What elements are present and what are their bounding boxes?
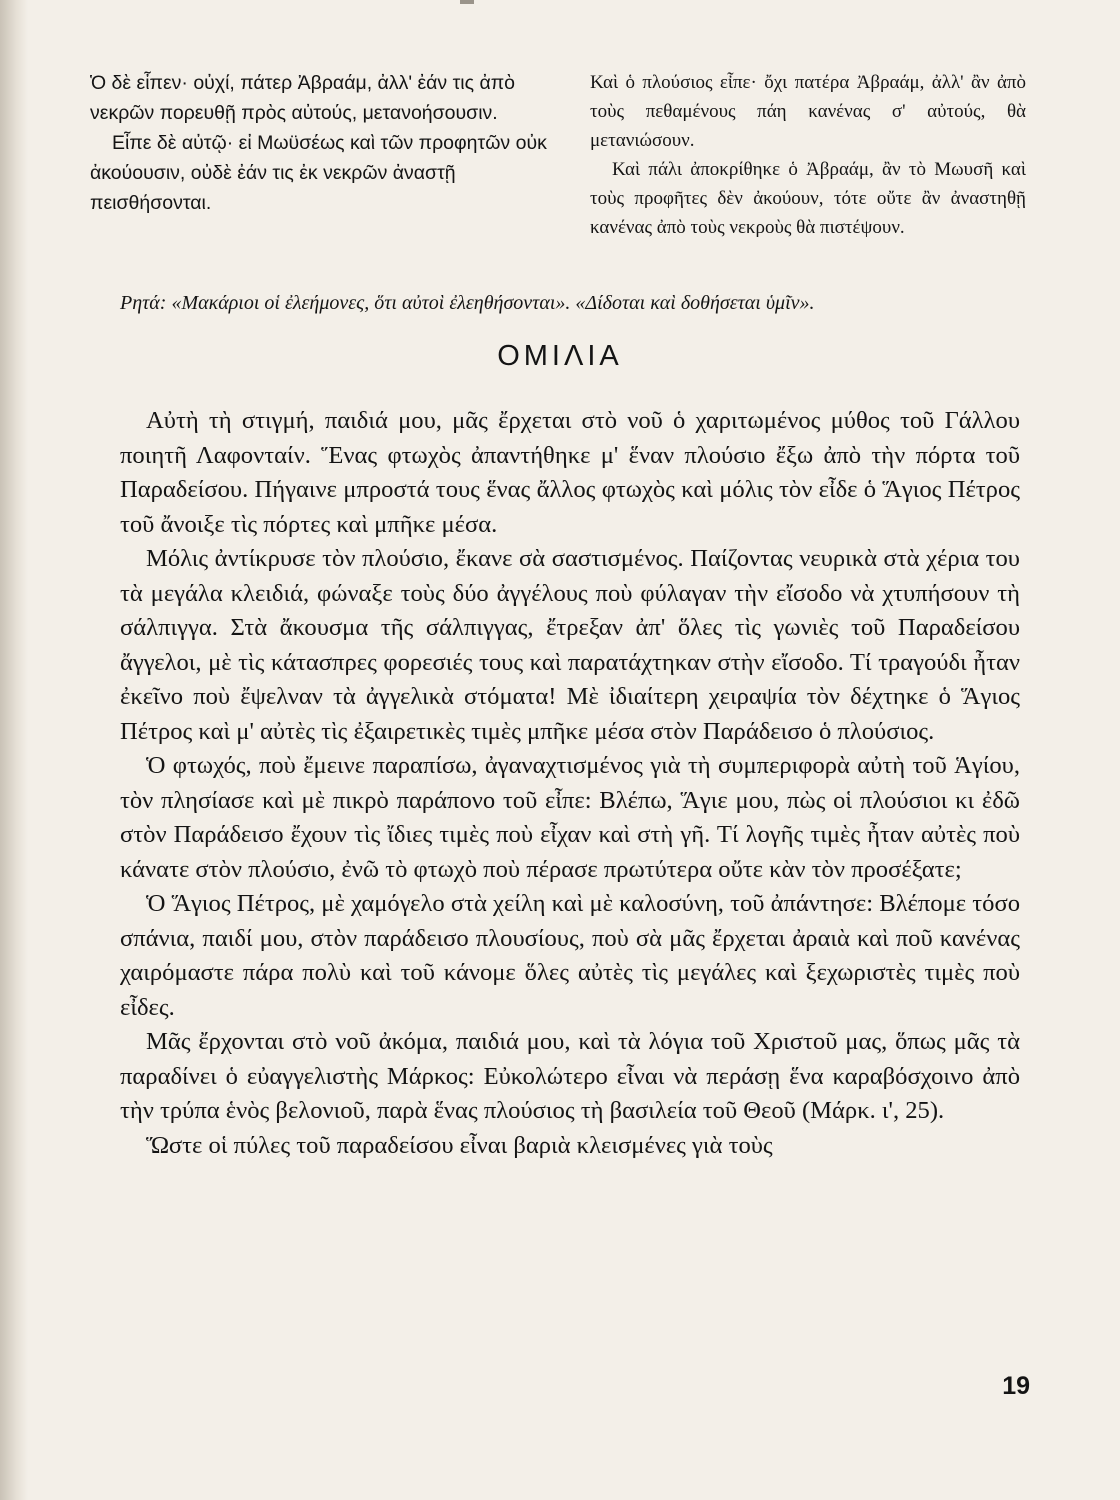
homily-paragraph: Μᾶς ἔρχονται στὸ νοῦ ἀκόμα, παιδιά μου, καὶ τὰ λόγια τοῦ Χριστοῦ μας, ὅπως μᾶς τὰ παραδίνει ὁ εὐαγγελιστὴς Μάρκος: Εὐκολώτερο εἶναι νὰ περάσῃ ἕνα καραβόσχοινο ἀπὸ τὴν τρύπα ἑνὸς βελονιοῦ, παρὰ ἕνας πλούσιος τὴ βασιλεία τοῦ Θεοῦ (Μάρκ. ι', 25). [120,1028,1020,1124]
sayings-line: Ρητά: «Μακάριοι οἱ ἐλεήμονες, ὅτι αὐτοὶ ἐλεηθήσονται». «Δίδοται καὶ δοθήσεται ὑμῖν». [120,292,815,314]
print-mark [460,0,474,4]
page-edge-shadow [0,0,28,1500]
section-title: ΟΜΙΛΙΑ [497,340,623,372]
modern-greek-column [590,68,1026,242]
ancient-greek-column [90,68,566,218]
modern-paragraph-1: Καὶ ὁ πλούσιος εἶπε· ὄχι πατέρα Ἀβραάμ, ἀλλ' ἂν ἀπὸ τοὺς πεθαμένους πάη κανένας σ' αὐτούς, θὰ μετανιώσουν. [590,72,1026,151]
homily-body [120,404,1020,1163]
homily-paragraph: Αὐτὴ τὴ στιγμή, παιδιά μου, μᾶς ἔρχεται στὸ νοῦ ὁ χαριτωμένος μύθος τοῦ Γάλλου ποιητῆ Λαφονταίν. Ἕνας φτωχὸς ἀπαντήθηκε μ' ἕναν πλούσιο ἔξω ἀπὸ τὴν πόρτα τοῦ Παραδείσου. Πήγαινε μπροστά τους ἕνας ἄλλος φτωχὸς καὶ μόλις τὸν εἶδε ὁ Ἅγιος Πέτρος τοῦ ἄνοιξε τὶς πόρτες καὶ μπῆκε μέσα. [120,407,1020,538]
ancient-paragraph-2: Εἶπε δὲ αὐτῷ· εἰ Μωϋσέως καὶ τῶν προφητῶν οὐκ ἀκούουσιν, οὐδὲ ἐάν τις ἐκ νεκρῶν ἀναστῇ πεισθήσονται. [90,132,547,214]
ancient-paragraph-1: Ὁ δὲ εἶπεν· οὐχί, πάτερ Ἀβραάμ, ἀλλ' ἐάν τις ἀπὸ νεκρῶν πορευθῇ πρὸς αὐτούς, μετανοήσουσιν. [90,72,516,124]
page-number: 19 [1002,1372,1030,1400]
homily-paragraph: Ὥστε οἱ πύλες τοῦ παραδείσου εἶναι βαριὰ κλεισμένες γιὰ τοὺς [146,1131,773,1159]
homily-paragraph: Μόλις ἀντίκρυσε τὸν πλούσιο, ἔκανε σὰ σαστισμένος. Παίζοντας νευρικὰ στὰ χέρια του τὰ μεγάλα κλειδιά, φώναξε τοὺς δύο ἀγγέλους ποὺ φύλαγαν τὴν εἴσοδο νὰ χτυπήσουν τὴ σάλπιγγα. Στὰ ἄκουσμα τῆς σάλπιγγας, ἔτρεξαν ἀπ' ὅλες τὶς γωνιὲς τοῦ Παραδείσου ἄγγελοι, μὲ τὶς κάτασπρες φορεσιές τους καὶ παρατάχτηκαν στὴν εἴσοδο. Τί τραγούδι ἦταν ἐκεῖνο ποὺ ἔψελναν τὰ ἀγγελικὰ στόματα! Μὲ ἰδιαίτερη χειραψία τὸν δέχτηκε ὁ Ἅγιος Πέτρος καὶ μ' αὐτὲς τὶς ἐξαιρετικὲς τιμὲς μπῆκε μέσα στὸν Παράδεισο ὁ πλούσιος. [120,545,1020,745]
homily-paragraph: Ὁ φτωχός, ποὺ ἔμεινε παραπίσω, ἀγαναχτισμένος γιὰ τὴ συμπεριφορὰ αὐτὴ τοῦ Ἁγίου, τὸν πλησίασε καὶ μὲ πικρὸ παράπονο τοῦ εἶπε: Βλέπω, Ἅγιε μου, πὼς οἱ πλούσιοι κι ἐδῶ στὸν Παράδεισο ἔχουν τὶς ἴδιες τιμὲς ποὺ εἶχαν καὶ στὴ γῆ. Τί λογῆς τιμὲς ἦταν αὐτὲς ποὺ κάνατε στὸν πλούσιο, ἐνῶ τὸ φτωχὸ ποὺ πέρασε πρωτύτερα οὔτε κὰν τὸν προσέξατε; [120,752,1020,883]
parallel-text [90,68,1026,278]
homily-paragraph: Ὁ Ἅγιος Πέτρος, μὲ χαμόγελο στὰ χείλη καὶ μὲ καλοσύνη, τοῦ ἀπάντησε: Βλέπομε τόσο σπάνια, παιδί μου, στὸν παράδεισο πλουσίους, ποὺ σὰ μᾶς ἔρχεται ἀραιὰ καὶ ποῦ κανένας χαιρόμαστε πάρα πολὺ καὶ τοῦ κάνομε ὅλες αὐτὲς τὶς μεγάλες καὶ ξεχωριστὲς τιμὲς ποὺ εἶδες. [120,890,1020,1021]
modern-paragraph-2: Καὶ πάλι ἀποκρίθηκε ὁ Ἀβραάμ, ἂν τὸ Μωυσῆ καὶ τοὺς προφῆτες δὲν ἀκούουν, τότε οὔτε ἂν ἀναστηθῇ κανένας ἀπὸ τοὺς νεκροὺς θὰ πιστέψουν. [590,159,1026,238]
